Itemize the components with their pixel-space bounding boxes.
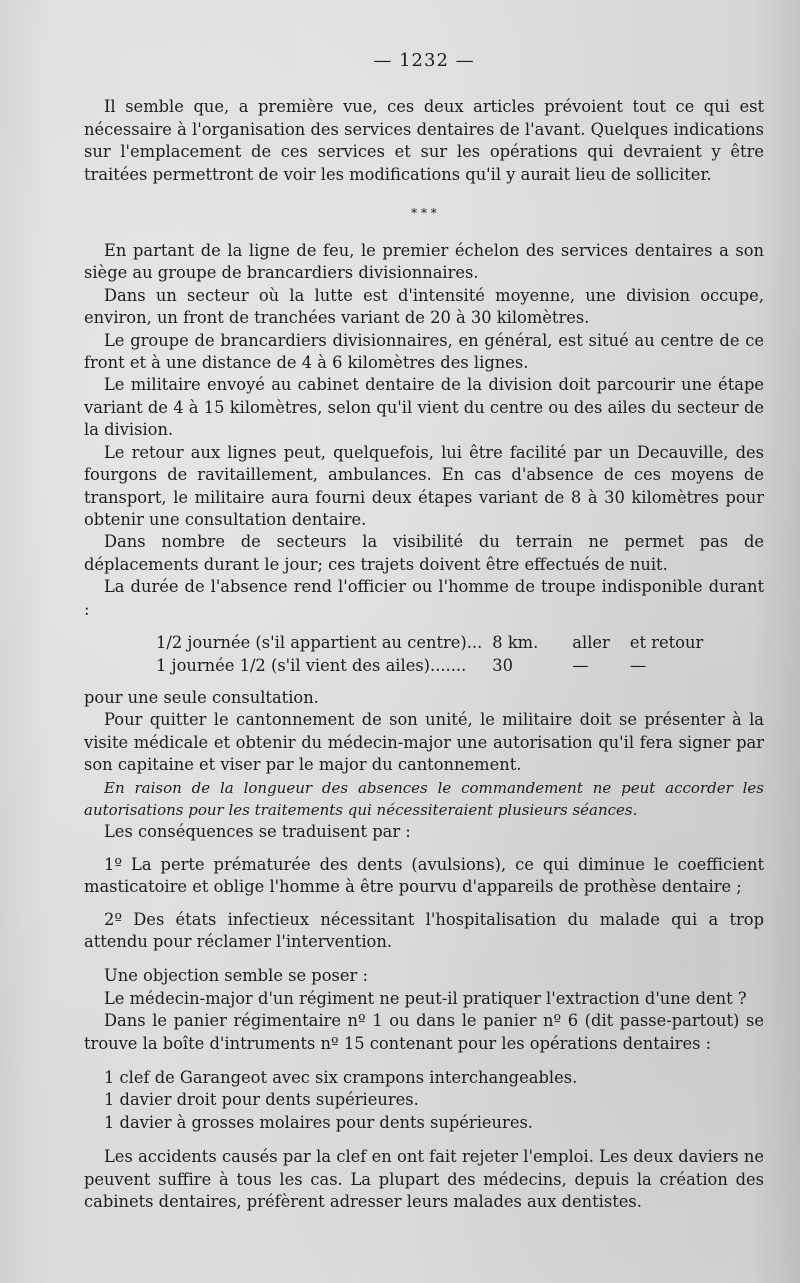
paragraph: Le groupe de brancardiers divisionnaires, en général, est situé au centre de ce front et à une distance de 4 à 6 kilomètres des lignes. [84,330,764,373]
duration-time: 1/2 journée (s'il appartient au centre)... [156,632,483,652]
paragraph: Dans un secteur où la lutte est d'intensité moyenne, une division occupe, environ, un front de tranchées variant de 20 à 30 kilomètres. [84,285,764,328]
duration-label: — [572,655,589,675]
list-item: 1 davier à grosses molaires pour dents supérieures. [104,1112,533,1132]
instrument-list [84,1067,764,1134]
paragraph: Le médecin-major d'un régiment ne peut-il pratiquer l'extraction d'une dent ? [104,988,747,1008]
duration-distance: 30 [492,655,513,675]
paragraph: Une objection semble se poser : [104,966,368,986]
list-item: 1 davier droit pour dents supérieures. [104,1090,419,1110]
duration-table [156,631,703,677]
table-row [156,654,703,677]
duration-unit [538,631,548,654]
duration-label: — [629,655,647,675]
italic-note: En raison de la longueur des absences le commandement ne peut accorder les autorisations pour les traitements qui nécessiteraient plusieurs séances. [84,778,764,819]
consequence-item: 1º La perte prématurée des dents (avulsions), ce qui diminue le coefficient masticatoire et oblige l'homme à être pourvu d'appareils de prothèse dentaire ; [84,854,764,897]
page-content [84,50,764,1213]
paragraph: En partant de la ligne de feu, le premier échelon des services dentaires a son siège au groupe de brancardiers divisionnaires. [84,241,764,283]
duration-label: et retour [629,632,704,652]
intro-paragraph: Il semble que, a première vue, ces deux articles prévoient tout ce qui est nécessaire à l'organisation des services dentaires de l'avant. Quelques indications sur l'emplacement de ces services et sur les opérations qui devraient y être traitées permettront de voir les modifications qu'il y aurait lieu de solliciter. [84,97,764,184]
duration-label: aller [572,632,610,652]
duration-unit [538,654,548,677]
paragraph: Le retour aux lignes peut, quelquefois, lui être facilité par un Decauville, des fourgons de ravitaillement, ambulances. En cas d'absence de ces moyens de transport, le militaire aura fourni deux étapes variant de 8 à 30 kilomètres pour obtenir une consultation dentaire. [84,442,764,529]
table-row [156,631,703,654]
list-item: 1 clef de Garangeot avec six crampons interchangeables. [104,1068,578,1088]
paragraph: Les conséquences se traduisent par : [104,822,411,842]
consequence-item: 2º Des états infectieux nécessitant l'hospitalisation du malade qui a trop attendu pour réclamer l'intervention. [84,909,764,951]
duration-distance: 8 km. [492,632,539,652]
paragraph: Dans le panier régimentaire nº 1 ou dans le panier nº 6 (dit passe-partout) se trouve la boîte d'intruments nº 15 contenant pour les opérations dentaires : [84,1011,764,1053]
paragraph: Le militaire envoyé au cabinet dentaire de la division doit parcourir une étape variant de 4 à 15 kilomètres, selon qu'il vient du centre ou des ailes du secteur de la division. [84,375,764,440]
duration-time: 1 journée 1/2 (s'il vient des ailes)....... [156,655,467,675]
paragraph: Pour quitter le cantonnement de son unité, le militaire doit se présenter à la visite médicale et obtenir du médecin-major une autorisation qu'il fera signer par son capitaine et viser par le major du cantonnement. [84,710,764,775]
paragraph: Dans nombre de secteurs la visibilité du terrain ne permet pas de déplacements durant le jour; ces trajets doivent être effectués de nuit. [84,532,764,574]
paragraph: La durée de l'absence rend l'officier ou l'homme de troupe indisponible durant : [84,577,764,619]
section-separator: * * * [411,206,437,221]
closing-paragraph: Les accidents causés par la clef en ont fait rejeter l'emploi. Les deux daviers ne peuvent suffire à tous les cas. La plupart des médecins, depuis la création des cabinets dentaires, préfèrent adresser leurs malades aux dentistes. [84,1147,764,1212]
page-number: — 1232 — [373,50,475,71]
after-table-text: pour une seule consultation. [84,687,319,707]
